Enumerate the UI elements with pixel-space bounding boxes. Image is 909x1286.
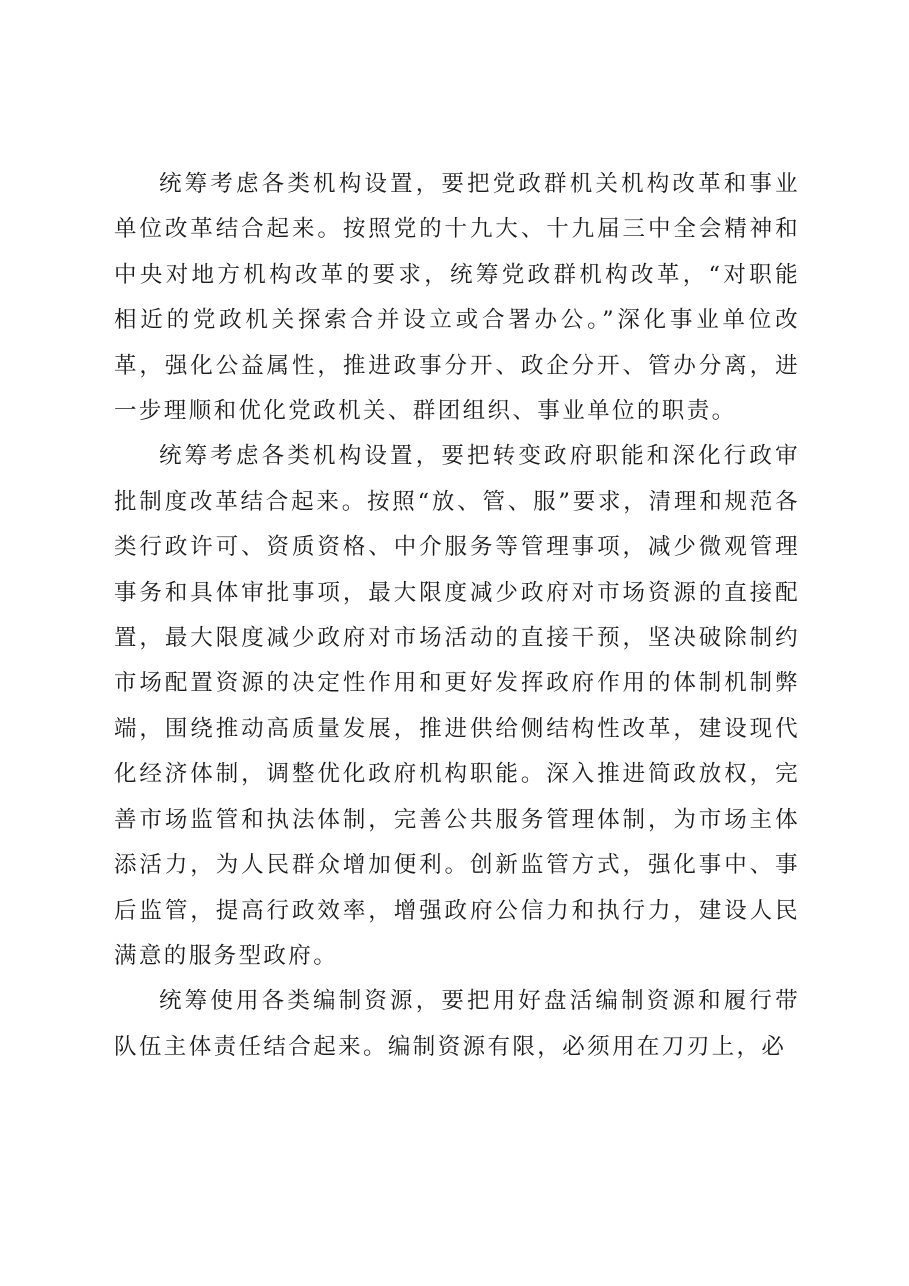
paragraph-2: 统筹考虑各类机构设置，要把转变政府职能和深化行政审批制度改革结合起来。按照“放、管、服”要求，清理和规范各类行政许可、资质资格、中介服务等管理事项，减少微观管理事务和具体审批事项，最大限度减少政府对市场资源的直接配置，最大限度减少政府对市场活动的直接干预，坚决破除制约市场配置资源的决定性作用和更好发挥政府作用的体制机制弊端，围绕推动高质量发展，推进供给侧结构性改革，建设现代化经济体制，调整优化政府机构职能。深入推进简政放权，完善市场监管和执法体制，完善公共服务管理体制，为市场主体添活力，为人民群众增加便利。创新监管方式，强化事中、事后监管，提高行政效率，增强政府公信力和执行力，建设人民满意的服务型政府。 [114, 443, 800, 969]
document-body [114, 162, 800, 1070]
paragraph-1: 统筹考虑各类机构设置，要把党政群机关机构改革和事业单位改革结合起来。按照党的十九大、十九届三中全会精神和中央对地方机构改革的要求，统筹党政群机构改革，“对职能相近的党政机关探索合并设立或合署办公。”深化事业单位改革，强化公益属性，推进政事分开、政企分开、管办分离，进一步理顺和优化党政机关、群团组织、事业单位的职责。 [114, 171, 800, 425]
paragraph-3: 统筹使用各类编制资源，要把用好盘活编制资源和履行带队伍主体责任结合起来。编制资源有限，必须用在刀刃上，必 [114, 988, 800, 1060]
